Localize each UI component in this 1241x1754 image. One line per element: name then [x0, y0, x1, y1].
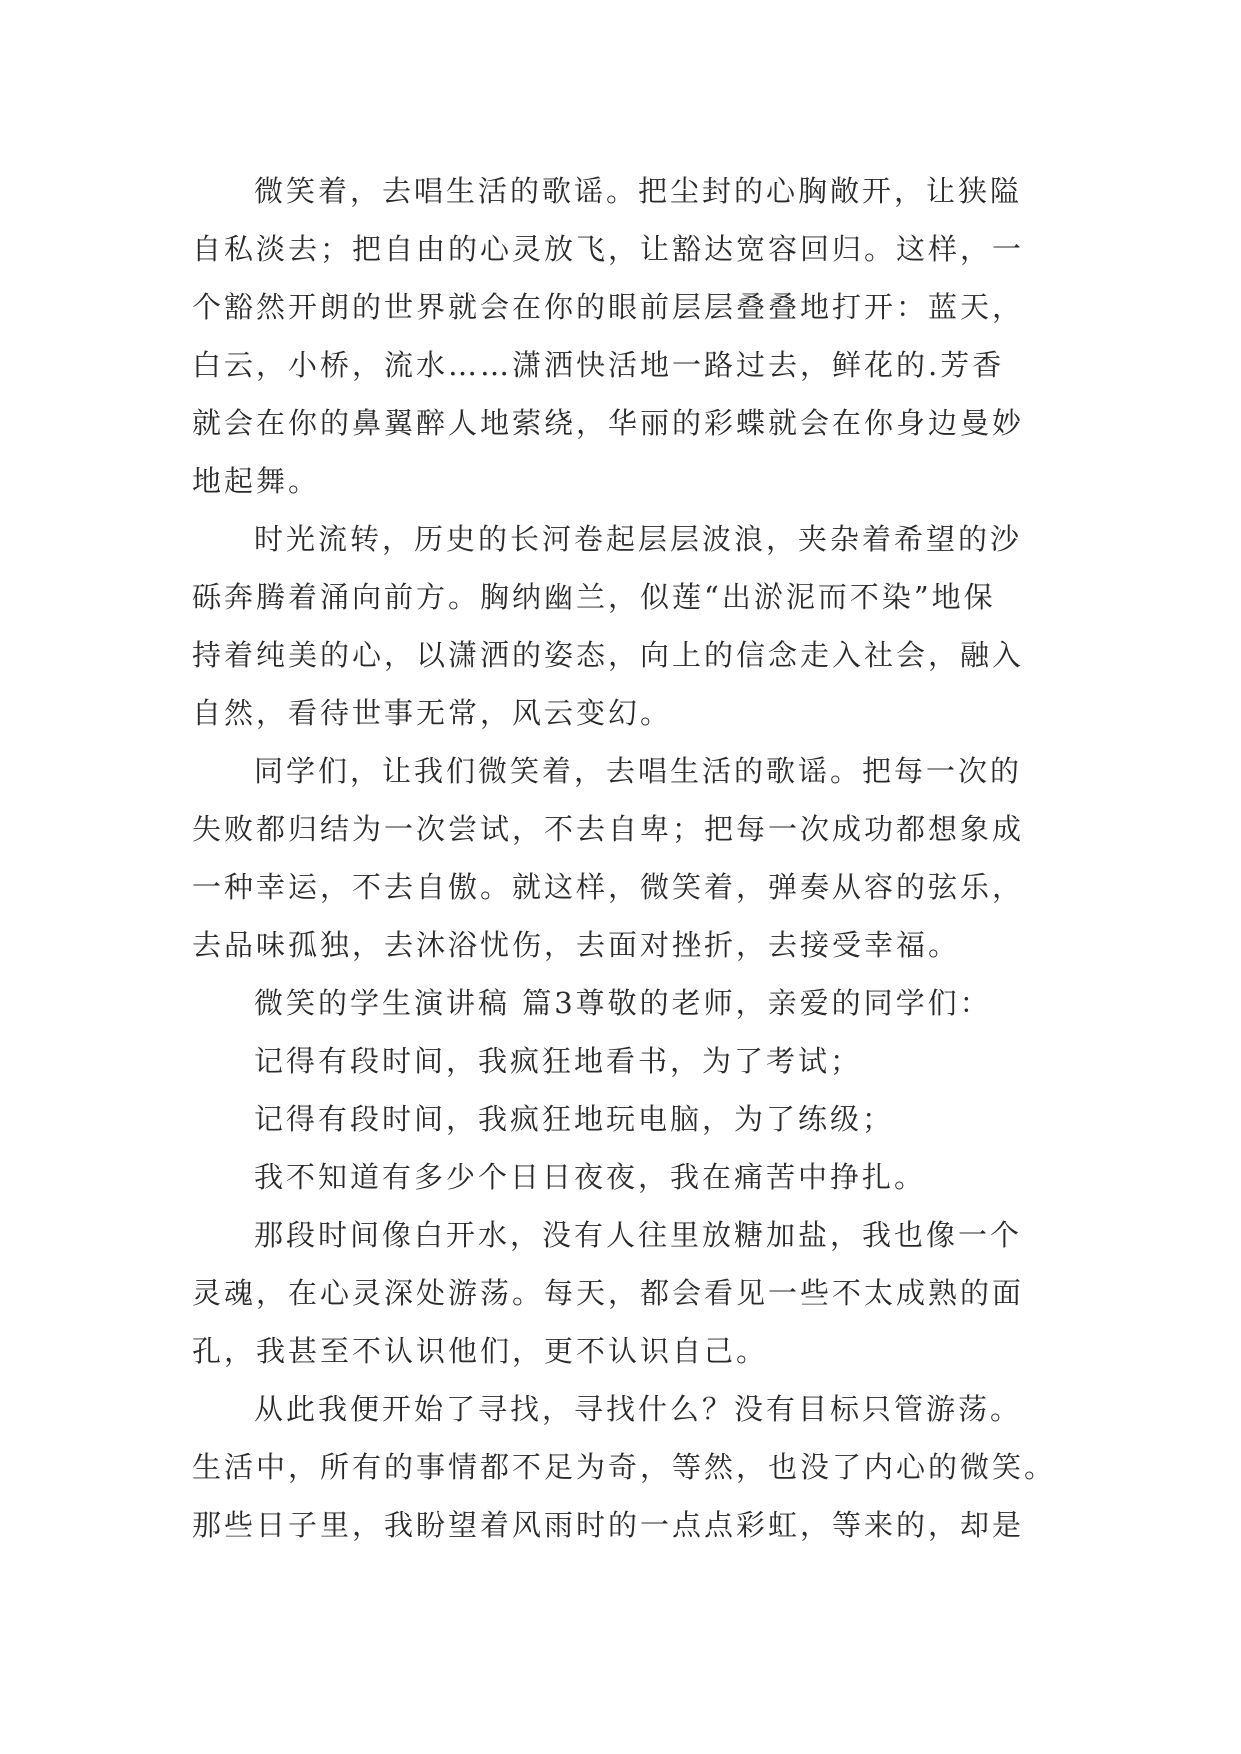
- paragraph-line: 白云，小桥，流水……潇洒快活地一路过去，鲜花的.芳香: [192, 348, 1005, 382]
- paragraph-line: 持着纯美的心，以潇洒的姿态，向上的信念走入社会，融入: [192, 638, 1025, 672]
- document-body: [192, 162, 1058, 1554]
- paragraph-line: 去品味孤独，去沐浴忧伤，去面对挫折，去接受幸福。: [192, 928, 961, 962]
- paragraph-line: 灵魂，在心灵深处游荡。每天，都会看见一些不太成熟的面: [192, 1276, 1025, 1310]
- paragraph-line: 同学们，让我们微笑着，去唱生活的歌谣。把每一次的: [254, 754, 1023, 788]
- paragraph-line: 孔，我甚至不认识他们，更不认识自己。: [192, 1334, 769, 1368]
- paragraph-line: 记得有段时间，我疯狂地看书，为了考试；: [254, 1044, 863, 1078]
- paragraph-line: 地起舞。: [192, 464, 321, 498]
- paragraph-line: 记得有段时间，我疯狂地玩电脑，为了练级；: [254, 1102, 895, 1136]
- paragraph-line: 自私淡去；把自由的心灵放飞，让豁达宽容回归。这样，一: [192, 232, 1025, 266]
- paragraph-line: 那段时间像白开水，没有人往里放糖加盐，我也像一个: [254, 1218, 1023, 1252]
- paragraph-line: 微笑着，去唱生活的歌谣。把尘封的心胸敞开，让狭隘: [254, 174, 1023, 208]
- paragraph-line: 我不知道有多少个日日夜夜，我在痛苦中挣扎。: [254, 1160, 927, 1194]
- paragraph-line: 那些日子里，我盼望着风雨时的一点点彩虹，等来的，却是: [192, 1508, 1025, 1542]
- paragraph-line: 一种幸运，不去自傲。就这样，微笑着，弹奏从容的弦乐，: [192, 870, 1025, 904]
- paragraph-line: 时光流转，历史的长河卷起层层波浪，夹杂着希望的沙: [254, 522, 1023, 556]
- paragraph-line: 个豁然开朗的世界就会在你的眼前层层叠叠地打开：蓝天，: [192, 290, 1025, 324]
- paragraph-line: 从此我便开始了寻找，寻找什么？没有目标只管游荡。: [254, 1392, 1023, 1426]
- paragraph-line: 生活中，所有的事情都不足为奇，等然，也没了内心的微笑。: [192, 1450, 1057, 1484]
- paragraph-line: 砾奔腾着涌向前方。胸纳幽兰，似莲“出淤泥而不染”地保: [192, 580, 996, 614]
- paragraph-line: 自然，看待世事无常，风云变幻。: [192, 696, 673, 730]
- paragraph-line: 就会在你的鼻翼醉人地萦绕，华丽的彩蝶就会在你身边曼妙: [192, 406, 1025, 440]
- section-heading-line: 微笑的学生演讲稿 篇3尊敬的老师，亲爱的同学们：: [254, 986, 992, 1020]
- paragraph-line: 失败都归结为一次尝试，不去自卑；把每一次成功都想象成: [192, 812, 1025, 846]
